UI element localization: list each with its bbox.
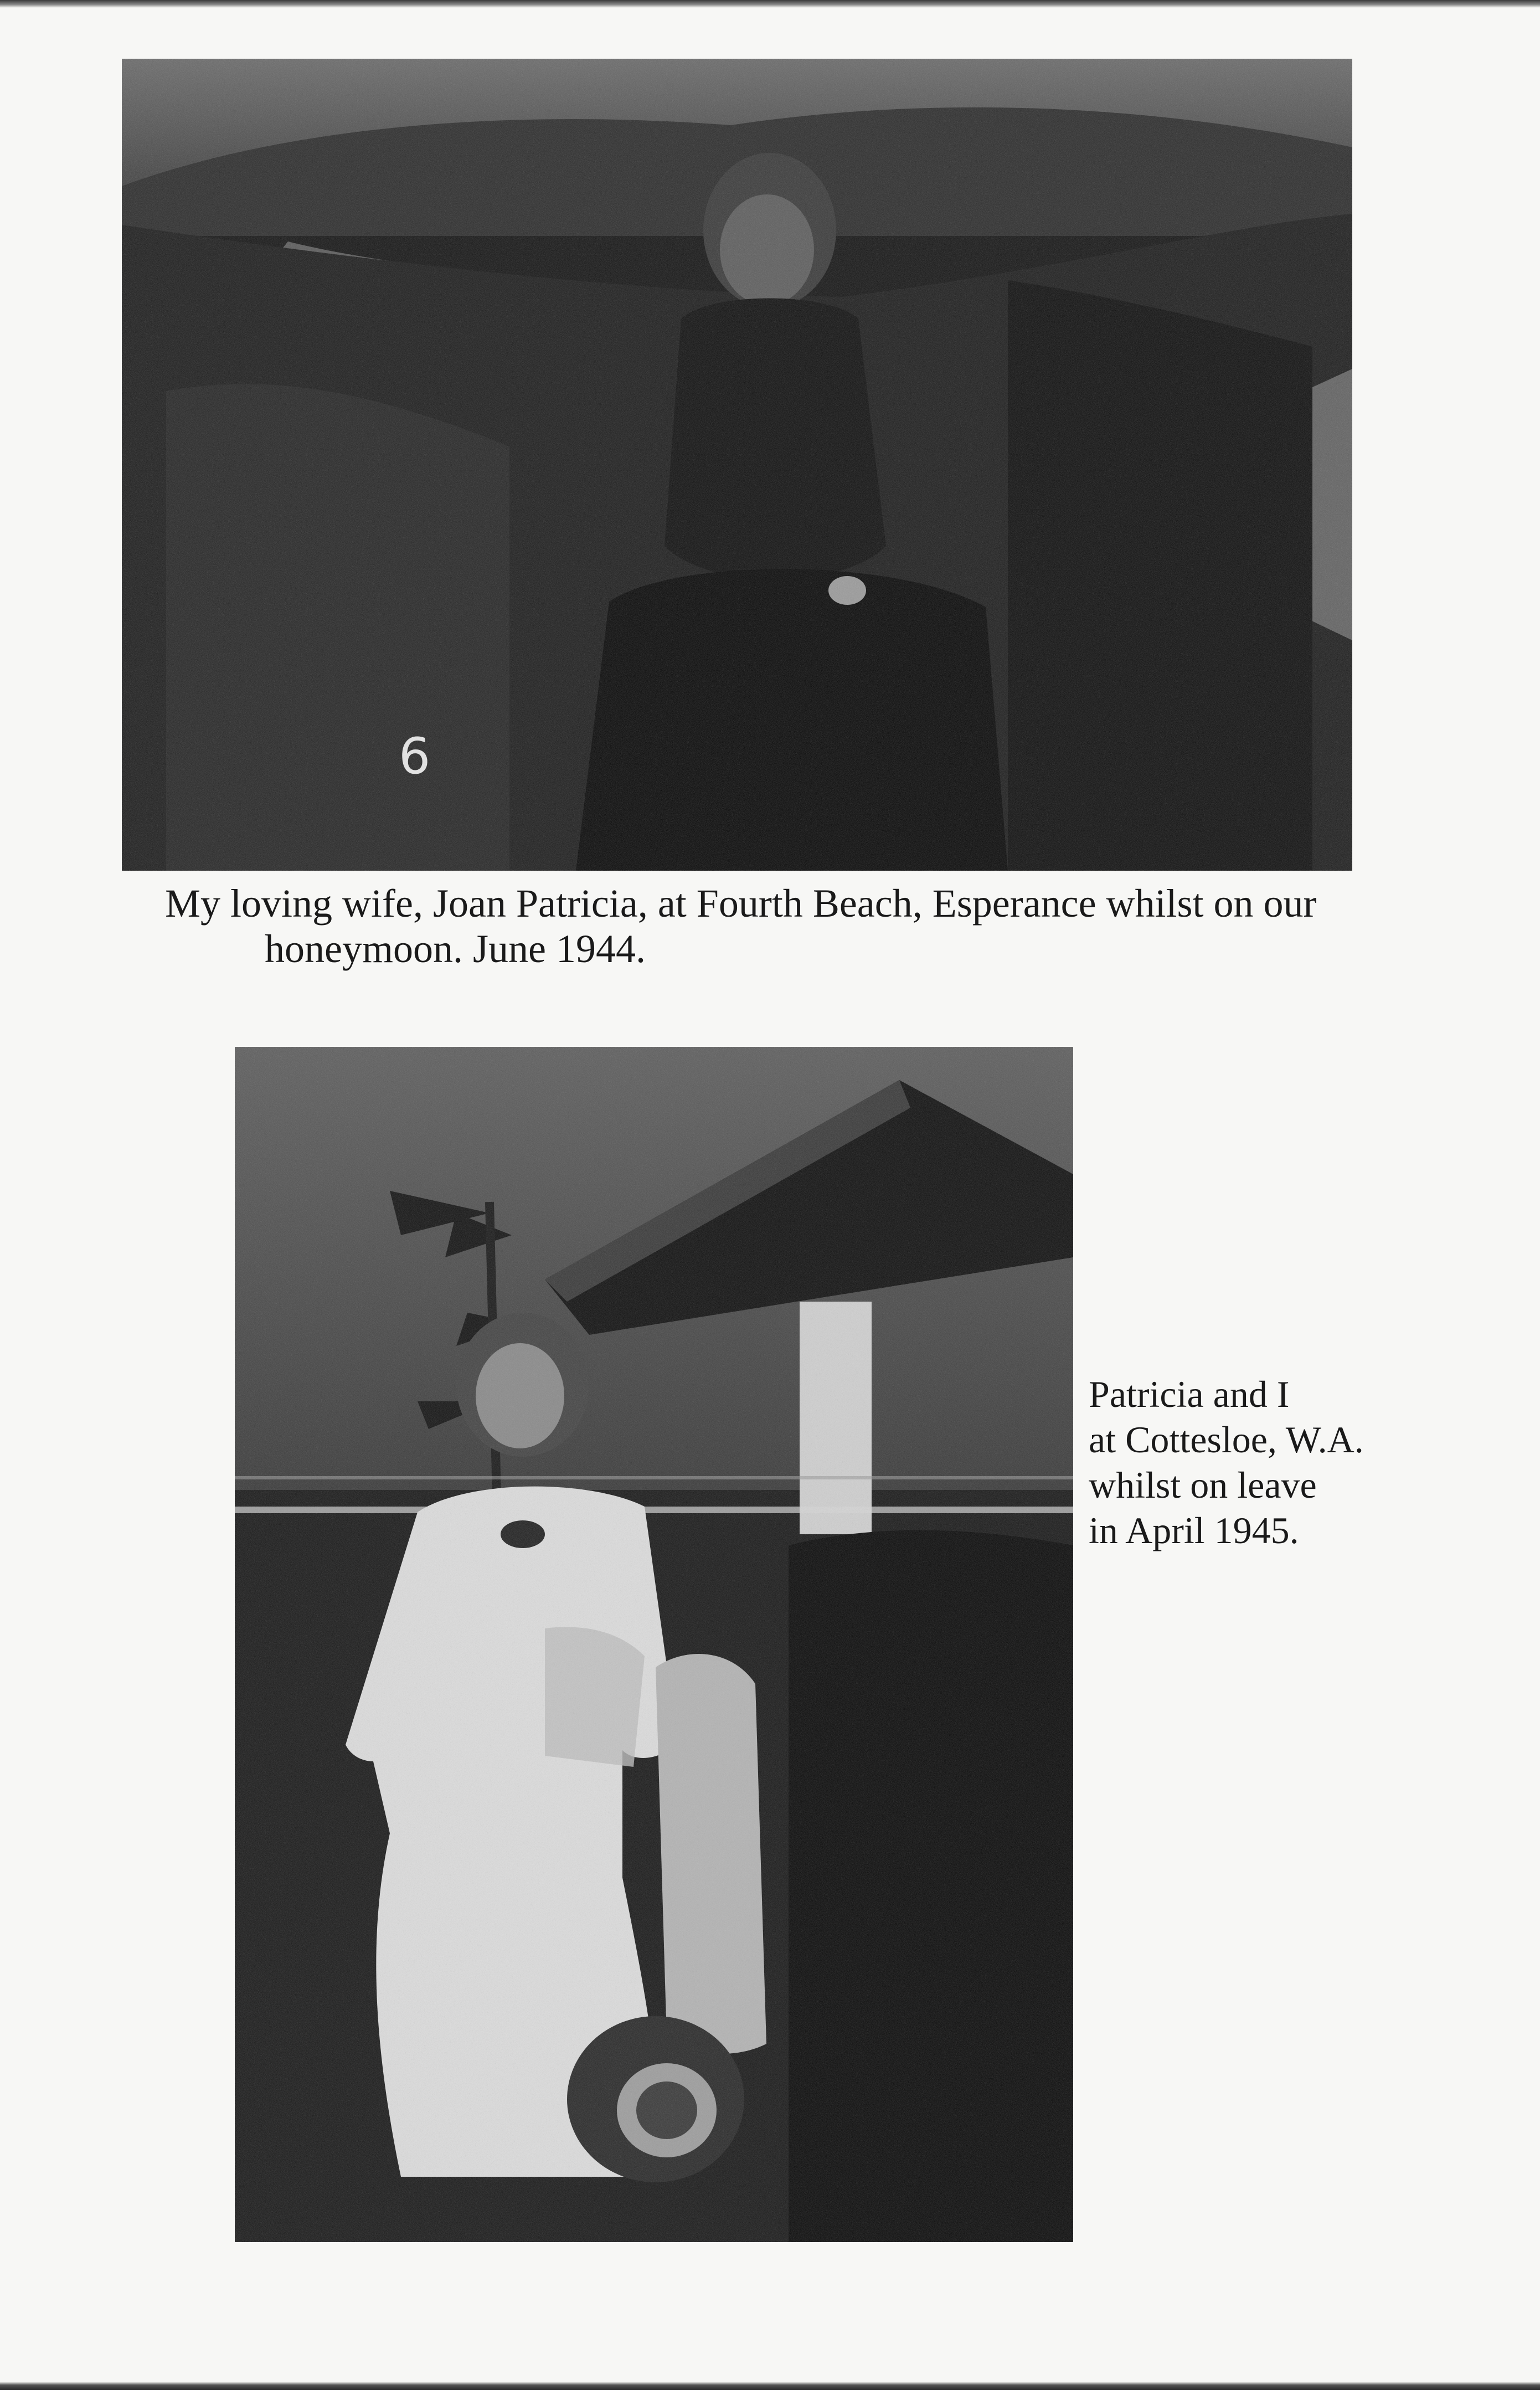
page-edge-top	[0, 0, 1540, 8]
top-photo-caption	[165, 881, 1394, 972]
bottom-caption-line-1: Patricia and I	[1089, 1373, 1290, 1415]
bottom-caption-line-3: whilst on leave	[1089, 1464, 1317, 1506]
bottom-caption-line-4: in April 1945.	[1089, 1509, 1299, 1551]
top-caption-line-1: My loving wife, Joan Patricia, at Fourth Beach, Esperance whilst on our	[165, 881, 1317, 926]
honeymoon-beach-photo	[122, 59, 1352, 871]
bottom-caption-line-2: at Cottesloe, W.A.	[1089, 1418, 1364, 1461]
cottesloe-photo	[235, 1047, 1073, 2242]
bottom-photo-caption	[1089, 1371, 1377, 1553]
page-edge-bottom	[0, 2382, 1540, 2390]
top-caption-line-2: honeymoon. June 1944.	[265, 927, 646, 971]
